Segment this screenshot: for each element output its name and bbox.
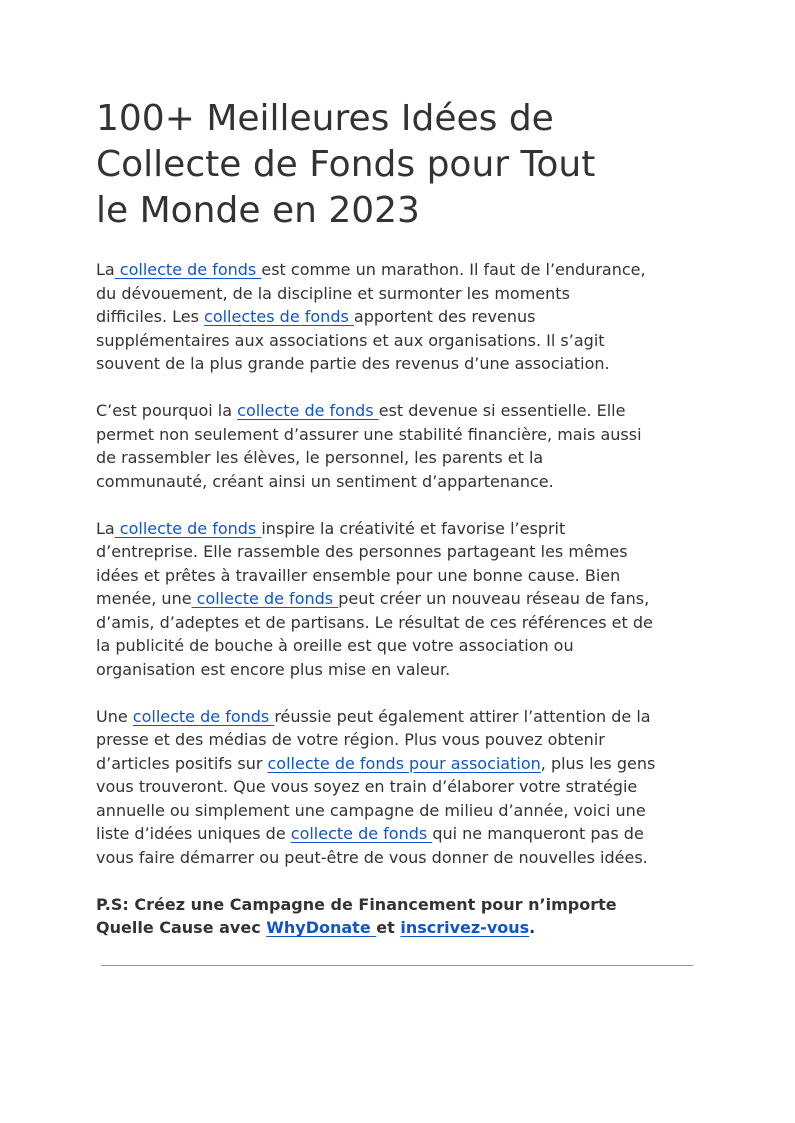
paragraph-line: du dévouement, de la discipline et surmonter les moments <box>96 283 570 303</box>
paragraph-line: communauté, créant ainsi un sentiment d’appartenance. <box>96 471 554 491</box>
text: inspire la créativité et favorise l’esprit <box>261 518 566 538</box>
text: peut créer un nouveau réseau de fans, <box>338 589 650 608</box>
text: réussie peut également attirer l’attention de la <box>274 706 651 726</box>
paragraph-2 <box>96 399 696 493</box>
horizontal-divider <box>101 965 693 966</box>
text: qui ne manqueront pas de <box>432 824 644 843</box>
collecte-de-fonds-link[interactable]: collecte de fonds <box>237 401 379 420</box>
text: , plus les gens <box>540 753 656 773</box>
paragraph-line <box>96 305 696 329</box>
text: . <box>529 918 536 937</box>
collecte-de-fonds-link[interactable]: collecte de fonds <box>114 260 262 279</box>
paragraph-line: d’entreprise. Elle rassemble des personnes partageant les mêmes <box>96 542 628 561</box>
collecte-de-fonds-link[interactable]: collecte de fonds <box>114 518 262 538</box>
paragraph-line: organisation est encore plus mise en valeur. <box>96 659 451 679</box>
text: menée, une <box>96 589 192 608</box>
collecte-de-fonds-link[interactable]: collecte de fonds <box>290 824 433 843</box>
collecte-de-fonds-pour-association-link[interactable]: collecte de fonds pour association <box>267 753 541 773</box>
paragraph-line: d’amis, d’adeptes et de partisans. Le résultat de ces références et de <box>96 612 653 632</box>
text: C’est pourquoi la <box>96 401 238 420</box>
paragraph-line: la publicité de bouche à oreille est que votre association ou <box>96 636 574 655</box>
collecte-de-fonds-link[interactable]: collecte de fonds <box>132 706 275 726</box>
document-page <box>96 96 696 940</box>
paragraph-line <box>96 517 696 541</box>
collecte-de-fonds-link[interactable]: collecte de fonds <box>191 589 339 608</box>
text: difficiles. Les <box>96 307 205 326</box>
paragraph-line <box>96 705 696 729</box>
paragraph-3 <box>96 517 696 682</box>
paragraph-line: presse et des médias de votre région. Plus vous pouvez obtenir <box>96 730 605 749</box>
paragraph-line <box>96 399 696 423</box>
paragraph-line: annuelle ou simplement une campagne de milieu d’année, voici une <box>96 800 646 820</box>
text: d’articles positifs sur <box>96 753 268 773</box>
paragraph-line: permet non seulement d’assurer une stabilité financière, mais aussi <box>96 424 642 444</box>
inscrivez-vous-link[interactable]: inscrivez-vous <box>400 918 530 937</box>
text: et <box>376 918 401 937</box>
paragraph-line <box>96 587 696 611</box>
paragraph-line <box>96 258 696 282</box>
text: Quelle Cause avec <box>96 918 267 937</box>
paragraph-line: supplémentaires aux associations et aux organisations. Il s’agit <box>96 330 605 350</box>
paragraph-4 <box>96 705 696 870</box>
paragraph-line: vous faire démarrer ou peut-être de vous donner de nouvelles idées. <box>96 847 648 867</box>
paragraph-line: souvent de la plus grande partie des revenus d’une association. <box>96 354 610 373</box>
whydonate-link[interactable]: WhyDonate <box>266 918 377 937</box>
paragraph-line: vous trouveront. Que vous soyez en train d’élaborer votre stratégie <box>96 777 638 796</box>
collectes-de-fonds-link[interactable]: collectes de fonds <box>204 307 354 326</box>
paragraph-line: idées et prêtes à travailler ensemble pour une bonne cause. Bien <box>96 565 621 585</box>
postscript-line: P.S: Créez une Campagne de Financement pour n’importe <box>96 894 617 914</box>
text: apportent des revenus <box>353 307 536 326</box>
text: La <box>96 518 115 538</box>
page-title: 100+ Meilleures Idées de Collecte de Fonds pour Tout le Monde en 2023 <box>96 98 596 231</box>
text: Une <box>96 706 133 726</box>
text: est devenue si essentielle. Elle <box>378 401 626 420</box>
paragraph-line <box>96 752 696 776</box>
text: liste d’idées uniques de <box>96 824 291 843</box>
paragraph-1 <box>96 258 696 376</box>
text: est comme un marathon. Il faut de l’endurance, <box>261 260 646 279</box>
postscript-line <box>96 916 696 940</box>
paragraph-line: de rassembler les élèves, le personnel, les parents et la <box>96 448 544 467</box>
paragraph-line <box>96 822 696 846</box>
postscript <box>96 893 696 940</box>
text: La <box>96 260 115 279</box>
